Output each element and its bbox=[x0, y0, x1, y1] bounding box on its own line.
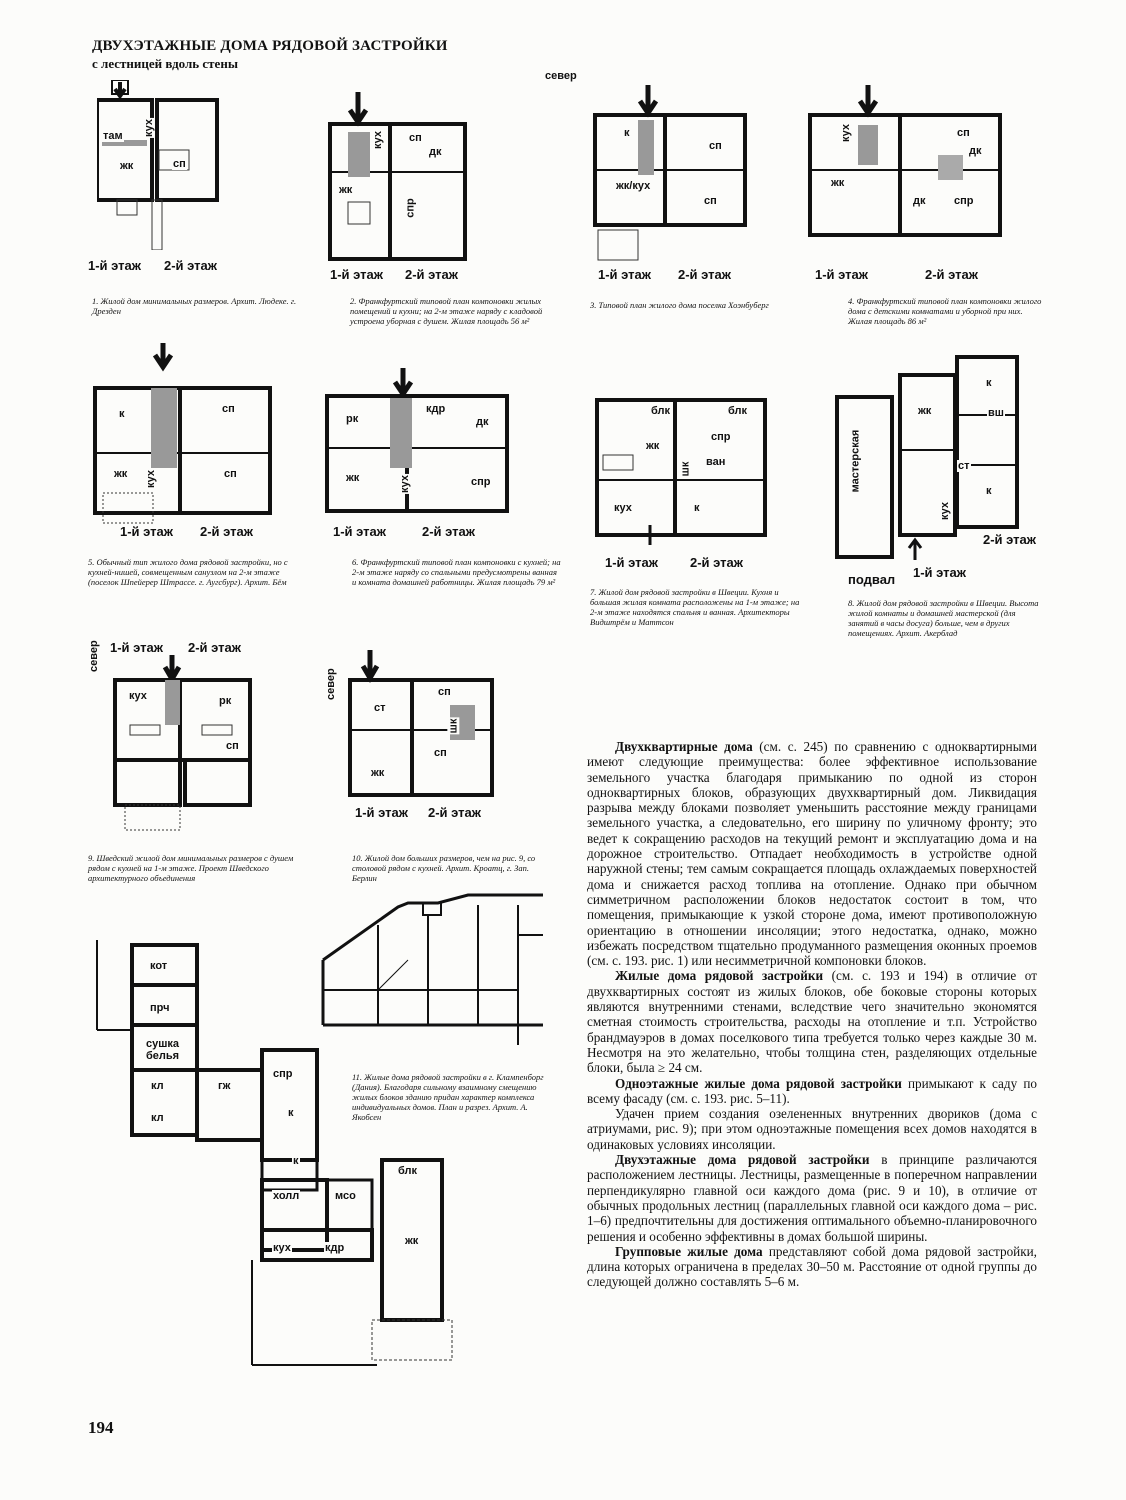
page-subtitle: с лестницей вдоль стены bbox=[92, 56, 238, 71]
floor-label: 2-й этаж bbox=[925, 267, 978, 282]
room-label: рк bbox=[219, 695, 232, 707]
figure-4-plan bbox=[808, 85, 1018, 265]
room-label: кух bbox=[273, 1242, 291, 1254]
figure-caption: 2. Франкфуртский типовой план компоновки жилых помещений и кухни; на 2-м этаже наряду с кладовой устроена уборная с душем. Жилая площадь 56 м² bbox=[350, 296, 543, 326]
room-label: к bbox=[288, 1107, 294, 1119]
room-label: сп bbox=[224, 468, 237, 480]
floor-label: 2-й этаж bbox=[200, 524, 253, 539]
room-label: сп bbox=[409, 132, 422, 144]
paragraph-lead: Одноэтажные жилые дома рядовой застройки bbox=[615, 1075, 902, 1091]
floor-label: 1-й этаж bbox=[120, 524, 173, 539]
paragraph bbox=[587, 968, 1037, 1075]
paragraph bbox=[587, 1244, 1037, 1290]
figure-3-plan bbox=[593, 85, 753, 265]
room-label: мсо bbox=[335, 1190, 356, 1202]
paragraph-text: примыкают к саду по всему фасаду (см. с. 193. рис. 5–11). bbox=[587, 1075, 1037, 1106]
room-label: сушка белья bbox=[139, 1038, 186, 1062]
paragraph bbox=[587, 1106, 1037, 1152]
paragraph bbox=[587, 739, 1037, 968]
floor-label: 1-й этаж bbox=[815, 267, 868, 282]
figure-caption: 8. Жилой дом рядовой застройки в Швеции. Высота жилой комнаты и домашней мастерской (для занятий в часы досуга) больше, чем в других помещениях. Архит. Акерблад bbox=[848, 598, 1039, 638]
figure-caption: 10. Жилой дом больших размеров, чем на рис. 9, со столовой рядом с кухней. Архит. Кроатц, г. Зап. Берлин bbox=[352, 853, 536, 883]
room-label: кот bbox=[150, 960, 168, 972]
room-label: кл bbox=[151, 1112, 164, 1124]
room-label: кух bbox=[614, 502, 632, 514]
paragraph bbox=[587, 1076, 1037, 1107]
room-label: сп bbox=[226, 740, 239, 752]
room-label: жк bbox=[114, 468, 128, 480]
paragraph-lead: Двухквартирные дома bbox=[615, 739, 753, 754]
room-label: к bbox=[694, 502, 700, 514]
room-label: жк bbox=[339, 184, 353, 196]
room-label: спр bbox=[471, 476, 491, 488]
figure-6-plan bbox=[325, 368, 515, 518]
page-number: 194 bbox=[88, 1418, 114, 1437]
room-label: дк bbox=[969, 145, 982, 157]
paragraph-lead: Жилые дома рядовой застройки bbox=[615, 968, 824, 984]
figure-caption: 5. Обычный тип жилого дома рядовой застройки, но с кухней-нишей, совмещенным санузлом на 2-м этаже (поселок Шпейерер Штрассе. г. Аугсбург). Архит. Бём bbox=[88, 557, 288, 587]
room-label: шк bbox=[679, 461, 692, 477]
page-title: ДВУХЭТАЖНЫЕ ДОМА РЯДОВОЙ ЗАСТРОЙКИ bbox=[92, 38, 448, 54]
room-label: вш bbox=[988, 407, 1004, 419]
room-label: кух bbox=[371, 131, 384, 149]
room-label: к bbox=[293, 1155, 299, 1167]
paragraph-text: (см. с. 193 и 194) в отличие от двухквартирных состоят из жилых блоков, обе боковые стороны которых являются внутренними стенами, вследствие чего значительно экономятся сметная стоимость строительства, расходы на отопление и т.п. Устройство брандмауэров в домах поселкового типа требуется только через каждые 30 м. Несмотря на это желательно, чтобы толщина стен, разделяющих отдельные блоки, была ≥ 24 см. bbox=[587, 968, 1037, 1076]
figure-caption: 7. Жилой дом рядовой застройки в Швеции. Кухня и большая жилая комната расположены на 1-м этаже; на 2-м этаже находятся спальня и ванная. Архитекторы Видштрём и Маттсон bbox=[590, 587, 800, 627]
room-label: кух bbox=[398, 475, 411, 493]
paragraph-text: Удачен прием создания озелененных внутренних двориков (дома с атриумами, рис. 9); при этом одноэтажные помещения всех домов находятся в одинаковых условиях инсоляции. bbox=[587, 1106, 1037, 1152]
figure-7-plan bbox=[595, 395, 775, 545]
room-label: кдр bbox=[325, 1242, 345, 1254]
room-label: сп bbox=[957, 127, 970, 139]
room-label: сп bbox=[173, 158, 186, 170]
room-label: жк bbox=[405, 1235, 419, 1247]
figure-5-plan bbox=[93, 343, 278, 533]
floor-label: 1-й этаж bbox=[330, 267, 383, 282]
room-label: жк bbox=[831, 177, 845, 189]
room-label: дк bbox=[913, 195, 926, 207]
room-label: кдр bbox=[426, 403, 446, 415]
room-label: спр bbox=[711, 431, 731, 443]
body-text bbox=[587, 739, 1037, 1290]
room-label: ст bbox=[374, 702, 386, 714]
room-label: жк bbox=[346, 472, 360, 484]
figure-caption: 9. Шведский жилой дом минимальных размеров с душем рядом с кухней на 1-м этаже. Проект Шведского архитектурного объединения bbox=[88, 853, 294, 883]
room-label: жк bbox=[371, 767, 385, 779]
floor-label: 2-й этаж bbox=[405, 267, 458, 282]
room-label: ст bbox=[958, 460, 970, 472]
figure-caption: 11. Жилые дома рядовой застройки в г. Клампенборг (Дания). Благодаря сильному взаимному смещению жилых блоков зданию придан характер комплекса индивидуальных домов. План и разрез. Архит. А. Якобсен bbox=[352, 1072, 544, 1122]
room-label: шк bbox=[447, 718, 460, 734]
floor-label: 2-й этаж bbox=[188, 640, 241, 655]
figure-caption: 6. Франкфуртский типовой план компоновки с кухней; на 2-м этаже наряду со спальными предусмотрены ванная и комната домашней работницы. Жилая площадь 79 м² bbox=[352, 557, 561, 587]
room-label: дк bbox=[429, 146, 442, 158]
floor-label: подвал bbox=[848, 572, 896, 587]
paragraph-text: в принципе различаются расположением лестницы. Лестницы, размещенные в поперечном направлении перпендикулярно главной оси каждого дома (рис. 9 и 10), в отличие от обычных продольных лестниц (параллельных главной оси каждого дома – рис. 1–6) предпочтительны для достижения оптимального объемно-планировочного решения и особенно эффективны в домах большой ширины. bbox=[587, 1152, 1037, 1244]
room-label: там bbox=[103, 130, 123, 142]
room-label: спр bbox=[273, 1068, 293, 1080]
room-label: сп bbox=[222, 403, 235, 415]
paragraph-lead: Групповые жилые дома bbox=[615, 1243, 763, 1259]
floor-label: 2-й этаж bbox=[983, 532, 1036, 547]
room-label: мастерская bbox=[849, 429, 862, 493]
floor-label: 1-й этаж bbox=[333, 524, 386, 539]
floor-label: 1-й этаж bbox=[598, 267, 651, 282]
figure-2-plan bbox=[328, 92, 473, 267]
figure-caption: 1. Жилой дом минимальных размеров. Архит. Людеке. г. Дрезден bbox=[92, 296, 297, 316]
paragraph-lead: Двухэтажные дома рядовой застройки bbox=[615, 1152, 870, 1168]
paragraph bbox=[587, 1152, 1037, 1244]
room-label: к bbox=[119, 408, 125, 420]
room-label: кух bbox=[142, 119, 155, 137]
room-label: кух bbox=[129, 690, 147, 702]
room-label: жк bbox=[918, 405, 932, 417]
floor-label: 2-й этаж bbox=[164, 258, 217, 273]
room-label: жк/кух bbox=[616, 180, 651, 192]
room-label: кух bbox=[938, 502, 951, 520]
figure-10-plan bbox=[345, 650, 505, 800]
figure-caption: 3. Типовой план жилого дома поселка Хоэнбуберг bbox=[590, 300, 769, 310]
room-label: жк bbox=[120, 160, 134, 172]
room-label: холл bbox=[273, 1190, 300, 1202]
north-label: север bbox=[88, 640, 100, 672]
figure-1-plan bbox=[97, 80, 237, 250]
room-label: кл bbox=[151, 1080, 164, 1092]
room-label: блк bbox=[651, 405, 671, 417]
figure-9-plan bbox=[110, 655, 260, 835]
room-label: рк bbox=[346, 413, 359, 425]
room-label: к bbox=[986, 377, 992, 389]
floor-label: 1-й этаж bbox=[355, 805, 408, 820]
floor-label: 1-й этаж bbox=[913, 565, 966, 580]
room-label: жк bbox=[646, 440, 660, 452]
floor-label: 2-й этаж bbox=[678, 267, 731, 282]
room-label: сп bbox=[438, 686, 451, 698]
north-label: север bbox=[325, 668, 337, 700]
floor-label: 2-й этаж bbox=[690, 555, 743, 570]
figure-11-section bbox=[318, 885, 553, 1045]
paragraph-text: представляют собой дома рядовой застройки, длина которых ограничена в пределах 30–50 м. Расстояние от одной группы до следующей должно составлять 5–6 м. bbox=[587, 1243, 1037, 1290]
room-label: спр bbox=[404, 198, 417, 218]
north-label: север bbox=[545, 70, 577, 82]
room-label: гж bbox=[218, 1080, 231, 1092]
room-label: кух bbox=[839, 124, 852, 142]
floor-label: 2-й этаж bbox=[428, 805, 481, 820]
room-label: блк bbox=[398, 1165, 418, 1177]
floor-label: 1-й этаж bbox=[88, 258, 141, 273]
paragraph-text: (см. с. 245) по сравнению с одноквартирными имеют следующие преимущества: более эффективное использование земельного участка благодаря примыканию по одной из сторон одноквартирных блоков, образующих двухквартирный дом. Ликвидация разрыва между блоками позволяет уменьшить расстояние между границами земельного участка, а следовательно, его ширину по уличному фронту; это ведет к сокращению расходов на текущий ремонт и эксплуатацию дома и на дорожное строительство. Отпадает необходимость в устройстве одной наружной стены; тем самым сокращается площадь охлаждаемых поверхностей дома и снижается расход топлива на отопление. Однако при обычном симметричном расположении блоков недостаток состоит в том, что помещения, примыкающие к узкой стороне дома, имеют противоположную ориентацию в отношении инсоляции; этого недостатка, однако, можно избежать посредством тщательно продуманного размещения оконных проемов (см. с. 193. рис. 1) или несимметричной компоновки блоков. bbox=[587, 739, 1037, 969]
room-label: сп bbox=[709, 140, 722, 152]
room-label: прч bbox=[150, 1002, 170, 1014]
room-label: дк bbox=[476, 416, 489, 428]
room-label: к bbox=[624, 127, 630, 139]
room-label: к bbox=[986, 485, 992, 497]
figure-caption: 4. Франкфуртский типовой план компоновки жилого дома с детскими комнатами и уборной при них. Жилая площадь 86 м² bbox=[848, 296, 1042, 326]
room-label: блк bbox=[728, 405, 748, 417]
floor-label: 1-й этаж bbox=[110, 640, 163, 655]
floor-label: 2-й этаж bbox=[422, 524, 475, 539]
room-label: кух bbox=[144, 470, 157, 488]
room-label: сп bbox=[434, 747, 447, 759]
room-label: спр bbox=[954, 195, 974, 207]
floor-label: 1-й этаж bbox=[605, 555, 658, 570]
room-label: сп bbox=[704, 195, 717, 207]
room-label: ван bbox=[706, 456, 726, 468]
